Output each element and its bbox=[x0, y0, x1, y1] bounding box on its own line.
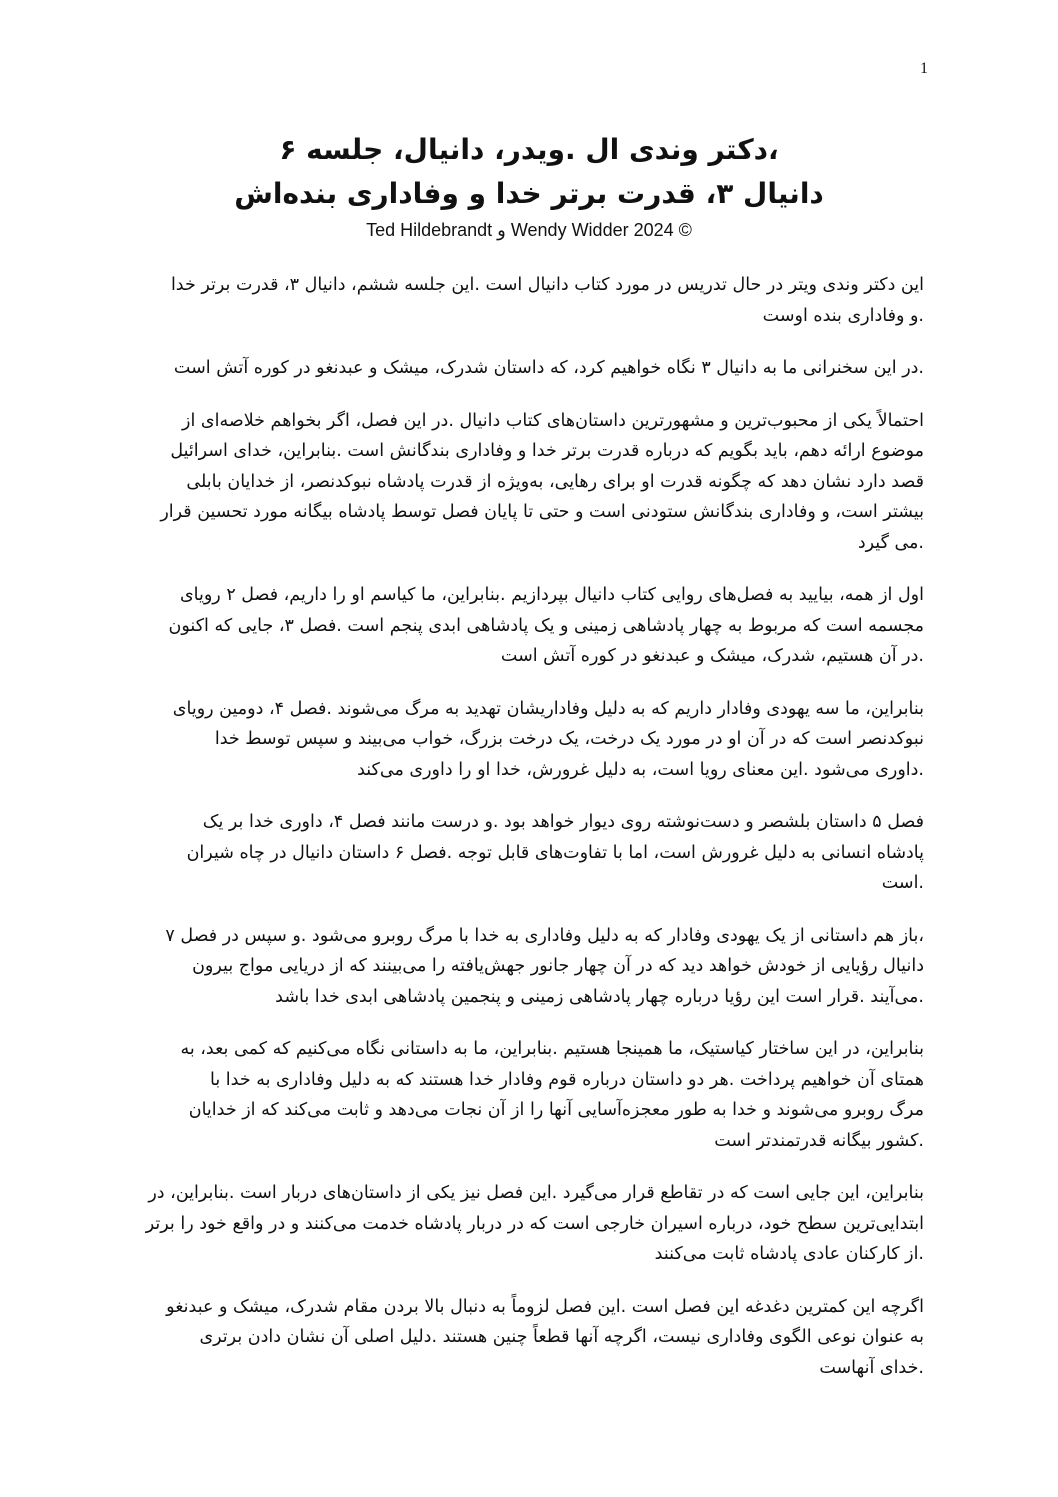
paragraph-line: همتای آن خواهیم پرداخت .هر دو داستان درباره قوم وفادار خدا هستند که به دلیل وفاداری به خدا با bbox=[210, 1069, 924, 1090]
paragraph bbox=[128, 1034, 924, 1156]
paragraph-line: این دکتر وندی ویتر در حال تدریس در مورد کتاب دانیال است .این جلسه ششم، دانیال ۳، قدرت برتر خدا bbox=[170, 275, 924, 295]
paragraph-line: دانیال رؤیایی از خودش خواهد دید که در آن چهار جانور جهش‌یافته را می‌بینند که از دریایی مواج بیرون bbox=[192, 956, 924, 976]
paragraph-line: بیشتر است، و وفاداری بندگانش ستودنی است و حتی تا پایان فصل توسط پادشاه بیگانه مورد تحسین قرار bbox=[160, 502, 924, 522]
paragraph bbox=[128, 694, 924, 786]
paragraph bbox=[128, 807, 924, 899]
paragraph bbox=[128, 406, 924, 559]
paragraph-line: .خدای آنهاست bbox=[819, 1357, 924, 1378]
paragraph-line: اول از همه، بیایید به فصل‌های روایی کتاب دانیال بپردازیم .بنابراین، ما کیاسم او را داریم، فصل ۲ رویای bbox=[179, 585, 924, 605]
paragraph-line: قصد دارد نشان دهد که چگونه قدرت او برای رهایی، به‌ویژه از قدرت پادشاه نبوکدنصر، از خدایان بابلی bbox=[186, 471, 924, 492]
paragraph-line: موضوع ارائه دهم، باید بگویم که درباره قدرت برتر خدا و وفاداری بندگانش است .بنابراین، خدای اسرائیل bbox=[170, 441, 924, 461]
document-body bbox=[128, 270, 924, 1405]
paragraph bbox=[128, 1178, 924, 1270]
paragraph-line: نبوکدنصر است که در آن او در مورد یک درخت، یک درخت بزرگ، خواب می‌بیند و سپس توسط خدا bbox=[214, 729, 924, 749]
paragraph-line: اگرچه این کمترین دغدغه این فصل است .این فصل لزوماً به دنبال بالا بردن مقام شدرک، میشک و عبدنغو bbox=[166, 1296, 924, 1317]
paragraph-line: مرگ روبرو می‌شوند و خدا به طور معجزه‌آسایی آنها را از آن نجات می‌دهد و ثابت می‌کند که از خدایان bbox=[188, 1100, 924, 1120]
paragraph bbox=[128, 353, 924, 384]
paragraph-line: .داوری می‌شود .این معنای رویا است، به دلیل غرورش، خدا او را داوری می‌کند bbox=[357, 759, 924, 780]
page-number: 1 bbox=[920, 60, 928, 77]
paragraph-line: .از کارکنان عادی پادشاه ثابت می‌کنند bbox=[654, 1244, 924, 1264]
paragraph bbox=[128, 580, 924, 672]
paragraph-line: احتمالاً یکی از محبوب‌ترین و مشهورترین داستان‌های کتاب دانیال .در این فصل، اگر بخواهم خلاصه‌ای از bbox=[182, 410, 924, 431]
paragraph-line: .در آن هستیم، شدرک، میشک و عبدنغو در کوره آتش است bbox=[500, 646, 924, 666]
paragraph-line: .است bbox=[881, 873, 924, 893]
paragraph-line: .می گیرد bbox=[857, 532, 924, 553]
paragraph-line: .می‌آیند .قرار است این رؤیا درباره چهار پادشاهی زمینی و پنجمین پادشاهی ابدی خدا باشد bbox=[275, 986, 924, 1007]
copyright: © 2024 Wendy Widder و Ted Hildebrandt bbox=[366, 220, 692, 240]
paragraph-line: بنابراین، در این ساختار کیاستیک، ما همینجا هستیم .بنابراین، ما به داستانی نگاه می‌کنیم که کمی بعد، به bbox=[180, 1039, 924, 1059]
paragraph-line: ابتدایی‌ترین سطح خود، درباره اسیران خارجی است که در دربار پادشاه خدمت می‌کنند و در واقع خود را برتر bbox=[145, 1213, 924, 1234]
document-title bbox=[0, 128, 1058, 216]
paragraph-line: مجسمه است که مربوط به چهار پادشاهی زمینی و یک پادشاهی ابدی پنجم است .فصل ۳، جایی که اکنون bbox=[168, 615, 924, 636]
paragraph-line: فصل ۵ داستان بلشصر و دست‌نوشته روی دیوار خواهد بود .و درست مانند فصل ۴، داوری خدا بر یک bbox=[202, 812, 924, 832]
title-line-2: دانیال ۳، قدرت برتر خدا و وفاداری بنده‌اش bbox=[234, 177, 824, 210]
paragraph-line: بنابراین، این جایی است که در تقاطع قرار می‌گیرد .این فصل نیز یکی از داستان‌های دربار است .بنابراین، در bbox=[148, 1183, 924, 1203]
title-line-1: ،دکتر وندی ال .ویدر، دانیال، جلسه ۶ bbox=[279, 133, 779, 166]
paragraph bbox=[128, 270, 924, 331]
paragraph-line: .در این سخنرانی ما به دانیال ۳ نگاه خواهیم کرد، که داستان شدرک، میشک و عبدنغو در کوره آتش است bbox=[173, 358, 924, 378]
paragraph-line: .کشور بیگانه قدرتمندتر است bbox=[714, 1130, 924, 1151]
paragraph bbox=[128, 921, 924, 1013]
paragraph-line: بنابراین، ما سه یهودی وفادار داریم که به دلیل وفاداریشان تهدید به مرگ می‌شوند .فصل ۴، دومین رویای bbox=[172, 698, 924, 719]
paragraph-line: به عنوان نوعی الگوی وفاداری نیست، اگرچه آنها قطعاً چنین هستند .دلیل اصلی آن نشان دادن برتری bbox=[199, 1327, 924, 1347]
paragraph-line: ،باز هم داستانی از یک یهودی وفادار که به دلیل وفاداری به خدا با مرگ روبرو می‌شود .و سپس در فصل ۷ bbox=[165, 925, 924, 946]
paragraph-line: .و وفاداری بنده اوست bbox=[762, 305, 924, 326]
paragraph bbox=[128, 1292, 924, 1384]
paragraph-line: پادشاه انسانی به دلیل غرورش است، اما با تفاوت‌های قابل توجه .فصل ۶ داستان دانیال در چاه شیران bbox=[186, 842, 924, 863]
